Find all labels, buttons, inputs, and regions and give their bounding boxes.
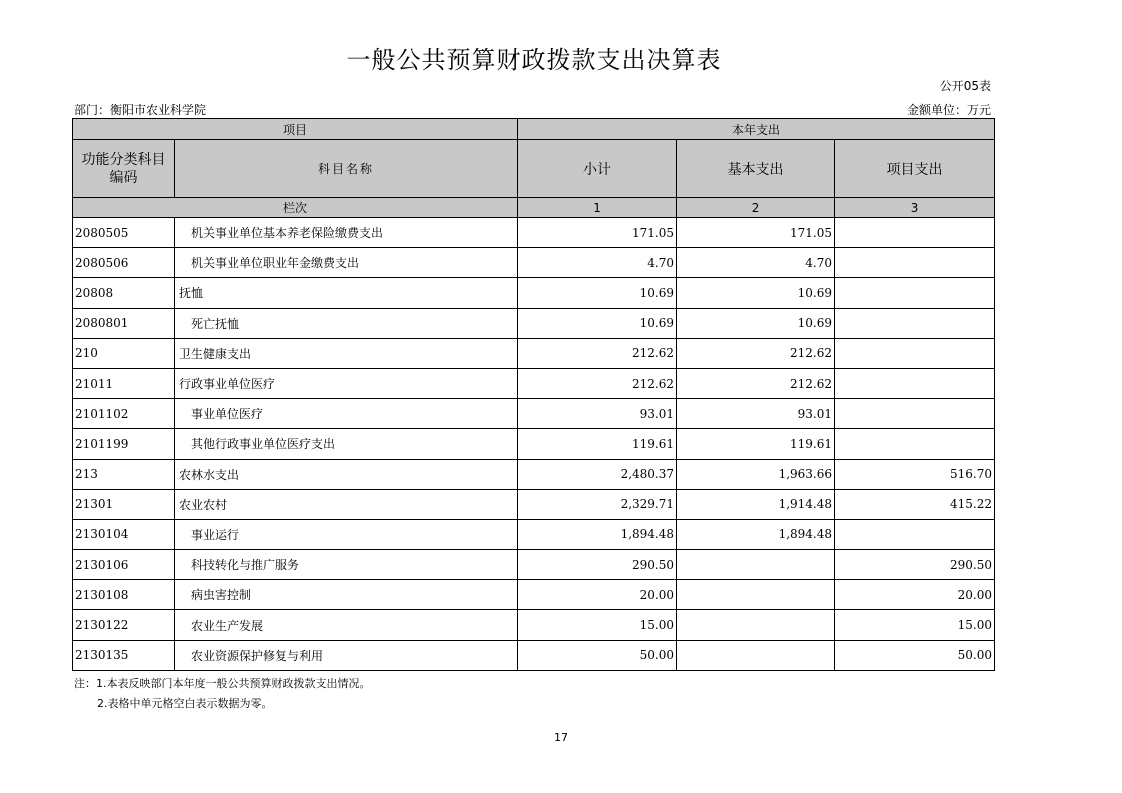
header-col2: 2 xyxy=(677,198,835,218)
row-basic: 171.05 xyxy=(677,218,835,248)
row-name: 死亡抚恤 xyxy=(175,308,518,338)
table-row xyxy=(73,640,995,670)
row-code: 2101102 xyxy=(73,399,175,429)
row-project: 50.00 xyxy=(835,640,995,670)
row-name: 行政事业单位医疗 xyxy=(175,368,518,398)
row-project xyxy=(835,519,995,549)
header-item: 项目 xyxy=(73,119,518,140)
row-code: 21301 xyxy=(73,489,175,519)
row-name: 农林水支出 xyxy=(175,459,518,489)
row-code: 2130106 xyxy=(73,550,175,580)
header-current-year: 本年支出 xyxy=(518,119,995,140)
row-code: 21011 xyxy=(73,368,175,398)
header-func-code: 功能分类科目编码 xyxy=(73,140,175,198)
row-subtotal: 4.70 xyxy=(518,248,677,278)
row-project xyxy=(835,368,995,398)
row-basic: 10.69 xyxy=(677,278,835,308)
row-name: 事业单位医疗 xyxy=(175,399,518,429)
row-project: 20.00 xyxy=(835,580,995,610)
note-1: 注：1.本表反映部门本年度一般公共预算财政拨款支出情况。 xyxy=(74,677,371,690)
table-row xyxy=(73,308,995,338)
row-basic: 93.01 xyxy=(677,399,835,429)
row-project xyxy=(835,338,995,368)
row-subtotal: 93.01 xyxy=(518,399,677,429)
amount-unit-label: 金额单位：万元 xyxy=(906,103,991,117)
row-code: 2080801 xyxy=(73,308,175,338)
row-project xyxy=(835,278,995,308)
table-row xyxy=(73,429,995,459)
table-row xyxy=(73,278,995,308)
notes xyxy=(74,674,371,714)
row-subtotal: 290.50 xyxy=(518,550,677,580)
row-basic: 1,914.48 xyxy=(677,489,835,519)
row-project: 415.22 xyxy=(835,489,995,519)
row-subtotal: 10.69 xyxy=(518,278,677,308)
row-code: 2130122 xyxy=(73,610,175,640)
row-basic: 4.70 xyxy=(677,248,835,278)
table-row xyxy=(73,459,995,489)
row-subtotal: 212.62 xyxy=(518,368,677,398)
header-subtotal: 小计 xyxy=(518,140,677,198)
row-basic: 1,963.66 xyxy=(677,459,835,489)
table-row xyxy=(73,248,995,278)
row-code: 2101199 xyxy=(73,429,175,459)
row-code: 2080506 xyxy=(73,248,175,278)
row-subtotal: 2,329.71 xyxy=(518,489,677,519)
department-label: 部门：衡阳市农业科学院 xyxy=(74,103,207,117)
header-basic: 基本支出 xyxy=(677,140,835,198)
page-number: 17 xyxy=(554,731,568,744)
row-project: 290.50 xyxy=(835,550,995,580)
row-basic: 212.62 xyxy=(677,338,835,368)
row-subtotal: 212.62 xyxy=(518,338,677,368)
row-code: 2130135 xyxy=(73,640,175,670)
header-subject-name: 科目名称 xyxy=(175,140,518,198)
row-subtotal: 171.05 xyxy=(518,218,677,248)
table-body xyxy=(73,218,995,671)
row-project xyxy=(835,429,995,459)
row-name: 病虫害控制 xyxy=(175,580,518,610)
row-basic xyxy=(677,580,835,610)
row-project: 15.00 xyxy=(835,610,995,640)
row-project: 516.70 xyxy=(835,459,995,489)
row-name: 卫生健康支出 xyxy=(175,338,518,368)
row-code: 2130104 xyxy=(73,519,175,549)
row-subtotal: 15.00 xyxy=(518,610,677,640)
row-basic: 1,894.48 xyxy=(677,519,835,549)
row-name: 农业农村 xyxy=(175,489,518,519)
row-name: 农业资源保护修复与利用 xyxy=(175,640,518,670)
row-project xyxy=(835,248,995,278)
row-subtotal: 20.00 xyxy=(518,580,677,610)
row-name: 其他行政事业单位医疗支出 xyxy=(175,429,518,459)
row-basic: 212.62 xyxy=(677,368,835,398)
note-2: 2.表格中单元格空白表示数据为零。 xyxy=(97,697,273,710)
row-basic xyxy=(677,550,835,580)
header-col1: 1 xyxy=(518,198,677,218)
row-code: 2080505 xyxy=(73,218,175,248)
row-basic xyxy=(677,610,835,640)
row-subtotal: 2,480.37 xyxy=(518,459,677,489)
row-subtotal: 10.69 xyxy=(518,308,677,338)
table-row xyxy=(73,338,995,368)
row-basic xyxy=(677,640,835,670)
table-row xyxy=(73,489,995,519)
row-name: 机关事业单位基本养老保险缴费支出 xyxy=(175,218,518,248)
row-project xyxy=(835,399,995,429)
row-code: 213 xyxy=(73,459,175,489)
row-name: 科技转化与推广服务 xyxy=(175,550,518,580)
row-name: 农业生产发展 xyxy=(175,610,518,640)
row-subtotal: 119.61 xyxy=(518,429,677,459)
table-row xyxy=(73,218,995,248)
expenditure-table xyxy=(72,118,995,671)
table-row xyxy=(73,610,995,640)
header-col3: 3 xyxy=(835,198,995,218)
row-name: 机关事业单位职业年金缴费支出 xyxy=(175,248,518,278)
header-project: 项目支出 xyxy=(835,140,995,198)
table-row xyxy=(73,519,995,549)
row-project xyxy=(835,308,995,338)
table-row xyxy=(73,368,995,398)
table-row xyxy=(73,550,995,580)
row-name: 抚恤 xyxy=(175,278,518,308)
row-basic: 119.61 xyxy=(677,429,835,459)
row-basic: 10.69 xyxy=(677,308,835,338)
table-row xyxy=(73,580,995,610)
row-subtotal: 1,894.48 xyxy=(518,519,677,549)
row-code: 20808 xyxy=(73,278,175,308)
row-project xyxy=(835,218,995,248)
form-number: 公开05表 xyxy=(939,79,991,93)
table-row xyxy=(73,399,995,429)
row-subtotal: 50.00 xyxy=(518,640,677,670)
row-name: 事业运行 xyxy=(175,519,518,549)
row-code: 210 xyxy=(73,338,175,368)
header-column-row: 栏次 xyxy=(73,198,518,218)
page-title: 一般公共预算财政拨款支出决算表 xyxy=(346,46,722,74)
row-code: 2130108 xyxy=(73,580,175,610)
